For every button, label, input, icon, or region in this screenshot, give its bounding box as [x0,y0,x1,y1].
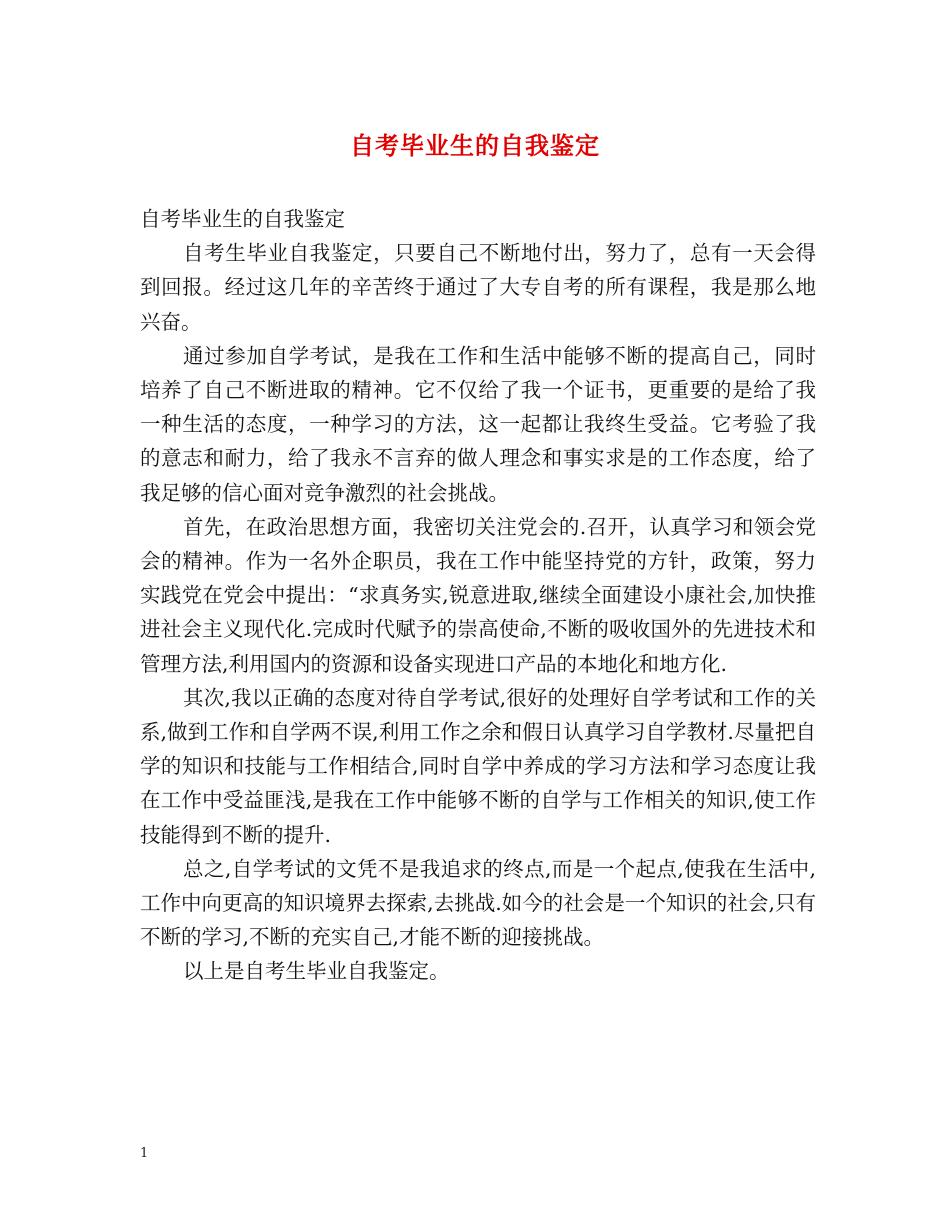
document-title: 自考毕业生的自我鉴定 [350,131,600,160]
document-body [140,202,816,989]
paragraph-politics: 首先，在政治思想方面，我密切关注党会的.召开，认真学习和领会党会的精神。作为一名外企职员，我在工作中能坚持党的方针，政策，努力实践党在党会中提出：“求真务实,锐意进取,继续全面建设小康社会,加快推进社会主义现代化.完成时代赋予的崇高使命,不断的吸收国外的先进技术和管理方法,利用国内的资源和设备实现进口产品的本地化和地方化. [140,514,816,676]
paragraph-study-attitude: 其次,我以正确的态度对待自学考试,很好的处理好自学考试和工作的关系,做到工作和自学两不误,利用工作之余和假日认真学习自学教材.尽量把自学的知识和技能与工作相结合,同时自学中养成的学习方法和学习态度让我在工作中受益匪浅,是我在工作中能够不断的自学与工作相关的知识,使工作技能得到不断的提升. [140,685,816,847]
page-number: 1 [140,1146,149,1161]
paragraph-intro: 自考生毕业自我鉴定，只要自己不断地付出，努力了，总有一天会得到回报。经过这几年的辛苦终于通过了大专自考的所有课程，我是那么地兴奋。 [140,241,816,334]
paragraph-benefits: 通过参加自学考试，是我在工作和生活中能够不断的提高自己，同时培养了自己不断进取的精神。它不仅给了我一个证书，更重要的是给了我一种生活的态度，一种学习的方法，这一起都让我终生受益。它考验了我的意志和耐力，给了我永不言弃的做人理念和事实求是的工作态度，给了我足够的信心面对竞争激烈的社会挑战。 [140,343,816,505]
document-subtitle: 自考毕业生的自我鉴定 [140,207,345,231]
paragraph-closing: 以上是自考生毕业自我鉴定。 [183,959,450,984]
paragraph-conclusion: 总之,自学考试的文凭不是我追求的终点,而是一个起点,使我在生活中,工作中向更高的知识境界去探索,去挑战.如今的社会是一个知识的社会,只有不断的学习,不断的充实自己,才能不断的迎接挑战。 [140,856,816,950]
